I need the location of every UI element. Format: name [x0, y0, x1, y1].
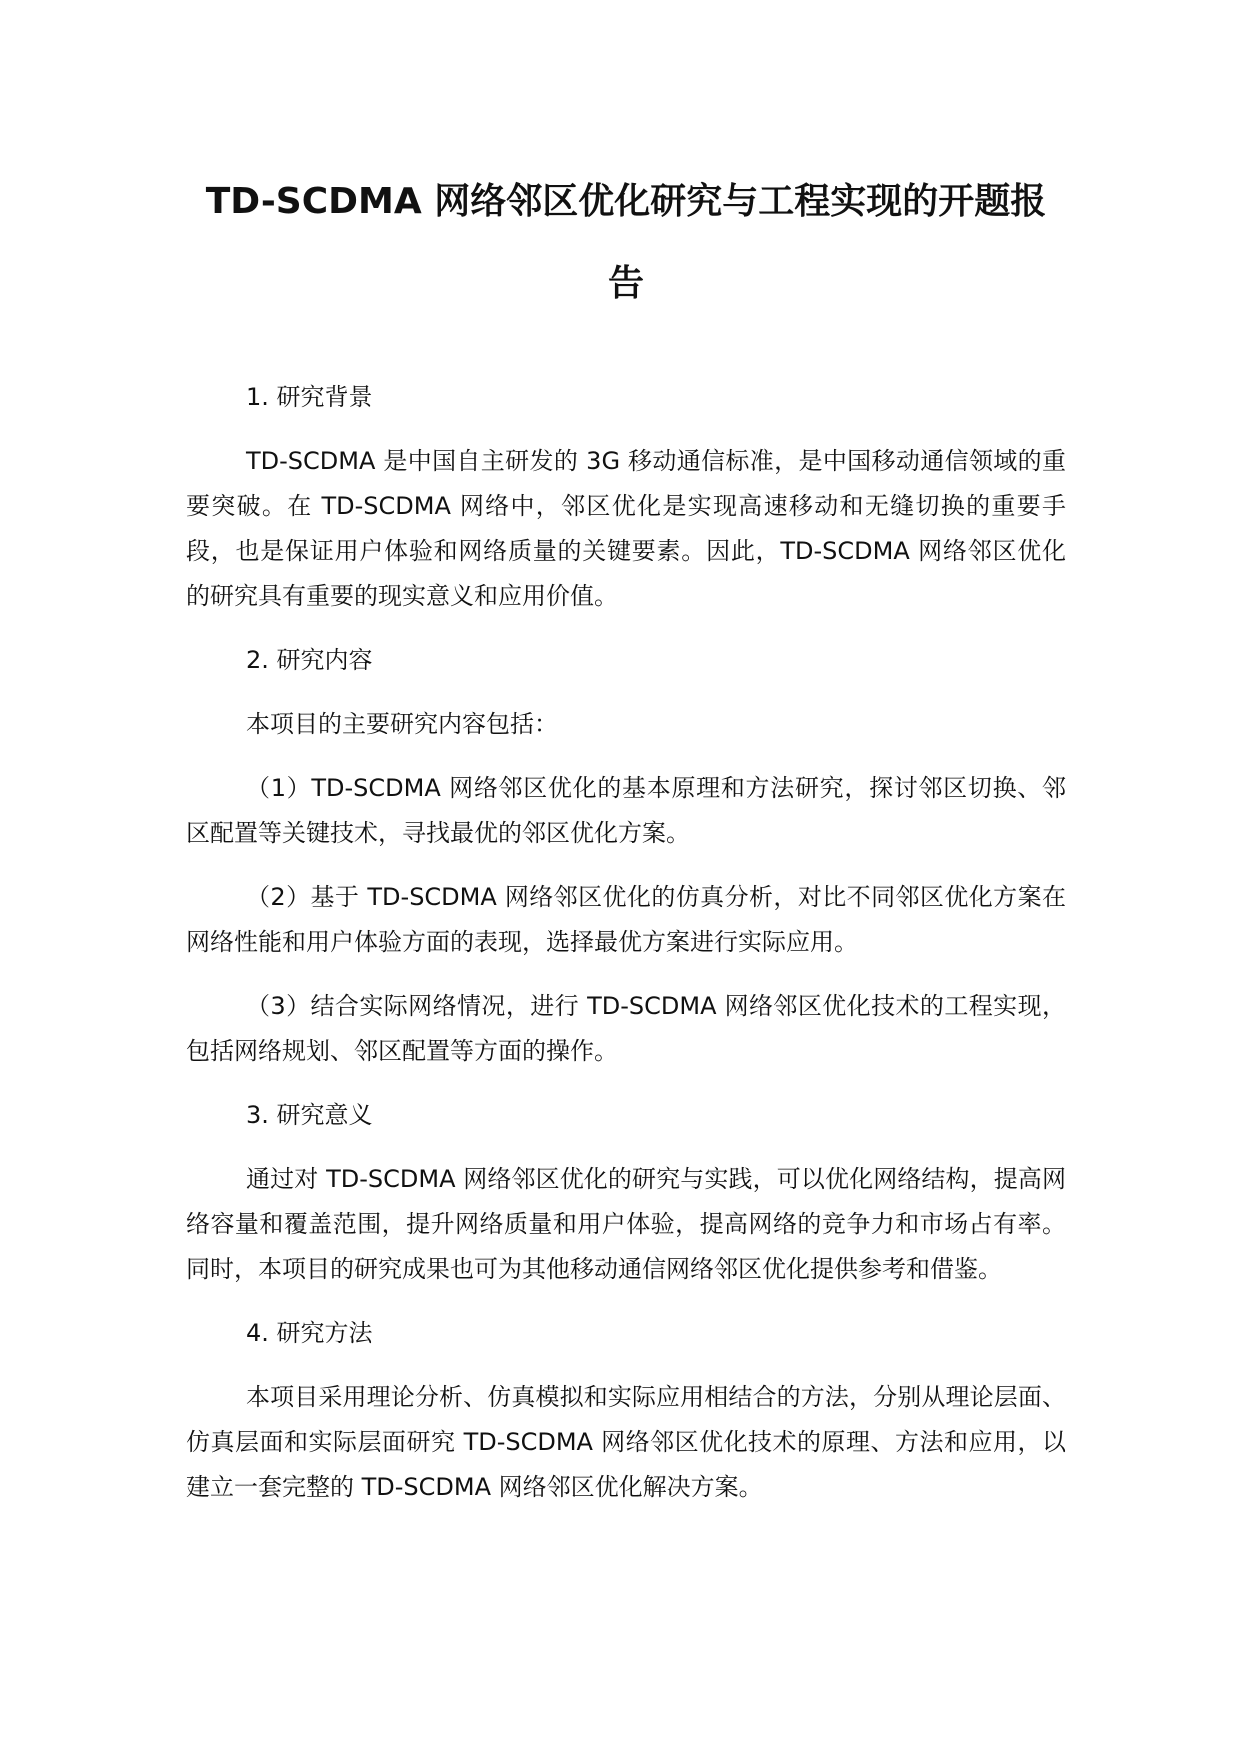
section-heading-significance: 3. 研究意义	[246, 1101, 373, 1129]
document-body	[186, 375, 1066, 1529]
document-title-line-2: 告	[607, 263, 644, 304]
paragraph-content-intro: 本项目的主要研究内容包括：	[246, 710, 558, 738]
paragraph-significance: 通过对 TD-SCDMA 网络邻区优化的研究与实践，可以优化网络结构，提高网络容量和覆盖范围，提升网络质量和用户体验，提高网络的竞争力和市场占有率。同时，本项目的研究成果也可为其他移动通信网络邻区优化提供参考和借鉴。	[186, 1165, 1066, 1283]
paragraph-content-item-3: （3）结合实际网络情况，进行 TD-SCDMA 网络邻区优化技术的工程实现，包括网络规划、邻区配置等方面的操作。	[186, 992, 1066, 1065]
section-heading-content: 2. 研究内容	[246, 646, 373, 674]
section-heading-background: 1. 研究背景	[246, 383, 373, 411]
paragraph-content-item-1: （1）TD-SCDMA 网络邻区优化的基本原理和方法研究，探讨邻区切换、邻区配置等关键技术，寻找最优的邻区优化方案。	[186, 774, 1066, 847]
paragraph-content-item-2: （2）基于 TD-SCDMA 网络邻区优化的仿真分析，对比不同邻区优化方案在网络性能和用户体验方面的表现，选择最优方案进行实际应用。	[186, 883, 1066, 956]
paragraph-method: 本项目采用理论分析、仿真模拟和实际应用相结合的方法，分别从理论层面、仿真层面和实际层面研究 TD-SCDMA 网络邻区优化技术的原理、方法和应用，以建立一套完整的 TD-SCDMA 网络邻区优化解决方案。	[186, 1383, 1066, 1501]
paragraph-background: TD-SCDMA 是中国自主研发的 3G 移动通信标准，是中国移动通信领域的重要突破。在 TD-SCDMA 网络中，邻区优化是实现高速移动和无缝切换的重要手段，也是保证用户体验和网络质量的关键要素。因此，TD-SCDMA 网络邻区优化的研究具有重要的现实意义和应用价值。	[186, 447, 1066, 610]
document-title-line-1: TD-SCDMA 网络邻区优化研究与工程实现的开题报	[205, 181, 1047, 222]
section-heading-method: 4. 研究方法	[246, 1319, 373, 1347]
